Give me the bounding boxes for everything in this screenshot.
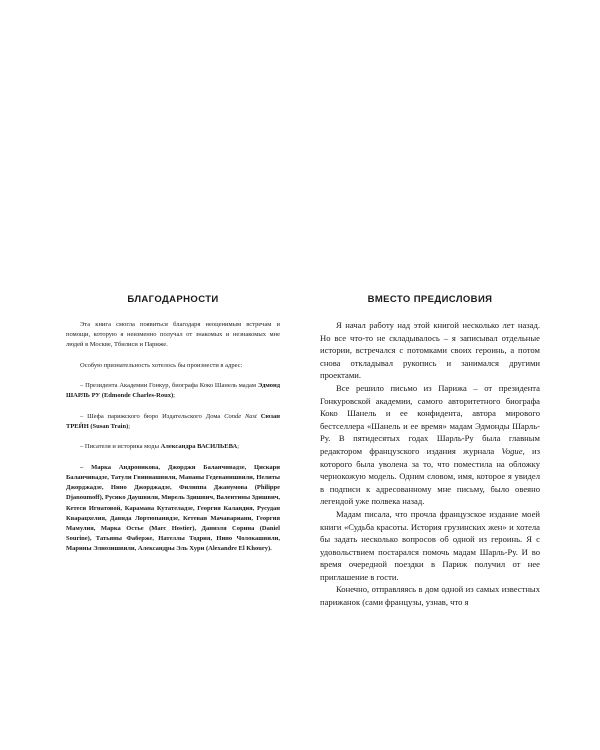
acknowledgements-text <box>66 320 280 555</box>
preface-text <box>320 319 540 609</box>
preface-paragraph-2: Все решило письмо из Парижа – от президента Гонкуровской академии, самого авторитетного биографа Коко Шанель и ее конфидента, автора мирового бестселлера «Шанель и ее время» мадам Эдмонды Шарль-Ру. В пятидесятых годах Шарль-Ру была главным редактором французского издания журнала Vogue, из которого была уволена за то, что поместила на обложку чернокожую модель. Одним словом, имя, которое я увидел в подписи к адресованному мне письму, было овеяно легендой уже полвека назад. <box>320 382 540 507</box>
ack-special: Особую признательность хотелось бы произнести в адрес: <box>80 361 243 369</box>
right-page <box>300 0 600 750</box>
preface-paragraph-1: Я начал работу над этой книгой несколько лет назад. Но все что-то не складывалось – я записывал отдельные истории, встречался с потомками своих героинь, а потом снова откладывал рукопись и занимался другими проектами. <box>320 320 540 381</box>
ack-item-2: – Шефа парижского бюро Издательского Дома Conde Nast Сюзан ТРЕЙН (Susan Train); <box>66 412 281 430</box>
ack-intro: Эта книга смогла появиться благодаря неоценимым встречам и помощи, которую я неизменно получал от знакомых и незнакомых мне людей в Москве, Тбилиси и Париже. <box>66 321 280 349</box>
preface-paragraph-3: Мадам писала, что прочла французское издание моей книги «Судьба красоты. История грузинских жен» и хотела бы задать несколько вопросов об одной из героинь. Я с удовольствием постарался помочь мадам Шарль-Ру. И во время очередной поездки в Париж получил от нее приглашение в гости. <box>320 508 540 582</box>
preface-paragraph-4: Конечно, отправляясь в дом одной из самых известных парижанок (сами французы, узнав, что я <box>320 584 540 608</box>
ack-item-3: – Писателя и историка моды Александра ВАСИЛЬЕВА; <box>80 443 240 451</box>
preface-title: ВМЕСТО ПРЕДИСЛОВИЯ <box>367 294 493 305</box>
ack-item-1: – Президента Академии Гонкур, биографа Коко Шанель мадам Эдмонд ШАРЛЬ РУ (Edmonde Charles-Roux); <box>66 382 280 400</box>
acknowledgements-title: БЛАГОДАРНОСТИ <box>127 294 219 305</box>
ack-item-4: – Марка Андроникова, Джорджи Баланчивадзе, Цискари Баланчивадзе, Татули Гвиниашвили, Мананы Гедеванишвили, Нелиты Джорджадзе, Нино Джорджадзе, Филиппа Джанумова (Philippe Djanoumoff), Русико Даушвили, Мирель Здишвич, Валентины Здишвич, Кетеси Игнатовой, Карамана Кутателадзе, Георгия Каландия, Русудан Кварацхелия, Давида Лортюпанидзе, Кетеван Мачавариани, Георгия Мамулия, Марка Остье (Marc Hostier), Даниэля Сорина (Daniel Sourine), Татьяны Фаберже, Нателлы Тодрия, Нино Чолокашвили, Марины Элиозишвили, Александры Эль Хури (Alexandre El Khoury). <box>66 463 280 553</box>
